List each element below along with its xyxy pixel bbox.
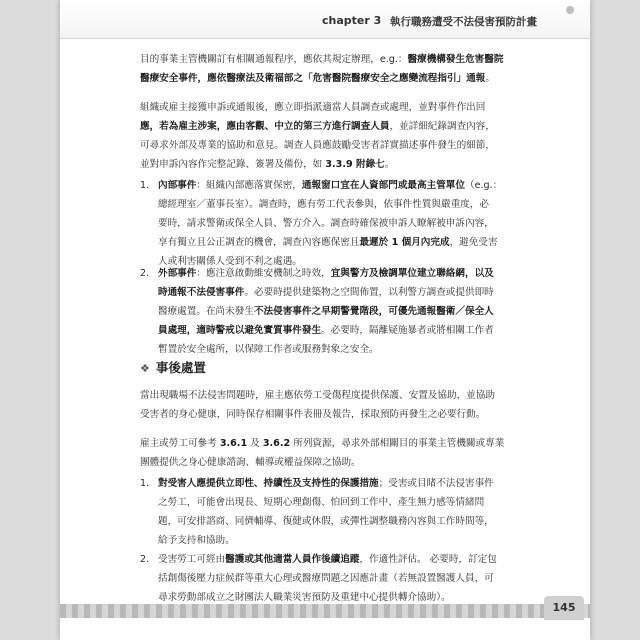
running-header <box>60 0 590 39</box>
list-item-line: 題，可安排諮商、同儕輔導、復健或休假，或彈性調整職務內容與工作時間等， <box>158 516 494 527</box>
paragraph-investigation-line2: 應，若為雇主涉案，應由客觀、中立的第三方進行調查人員，並詳細紀錄調查內容， <box>140 121 495 132</box>
list-item-line: 給予支持和協助。 <box>158 535 235 546</box>
list-number: 1. <box>140 180 150 191</box>
paragraph-resources-line2: 團體提供之身心健康諮詢、輔導或權益保障之協助。 <box>140 457 361 468</box>
paragraph-investigation-line4: 並對申訴內容作完整記錄、簽署及備份，如 3.3.9 附錄七。 <box>140 159 395 170</box>
list-item-line: 醫療處置。在尚未發生不法侵害事件之早期警覺階段，可優先通報醫衛／保全人 <box>158 306 494 317</box>
paragraph-notification-line2: 醫療安全事件，應依醫療法及衛福部之「危害醫院醫療安全之應變流程指引」通報。 <box>140 73 495 84</box>
list-item-line: 之勞工，可能會出現長、短期心理創傷、怕回到工作中、產生無力感等情緒問 <box>158 497 485 508</box>
paragraph-investigation: 組織或雇主接獲申訴或通報後，應立即指派適當人員調查或處理，並對事件作出回 <box>140 102 486 113</box>
footer-stripe <box>60 604 590 618</box>
paragraph-notification: 目的事業主管機關訂有相關通報程序，應依其規定辦理，e.g.：醫療機構發生危害醫院 <box>140 54 504 65</box>
paragraph-aftercare: 當出現職場不法侵害問題時，雇主應依勞工受傷程度提供保護、安置及協助，並協助 <box>140 390 495 401</box>
list-item-line: 受害勞工可經由醫護或其他適當人員作後續追蹤，作適性評估。 必要時，訂定包 <box>158 554 497 565</box>
list-item-line: 時通報不法侵害事件。必要時提供建築物之空間佈置，以利警方調查或提供即時 <box>158 287 494 298</box>
list-number: 1. <box>140 478 150 489</box>
paragraph-aftercare-line2: 受害者的身心健康，同時保存相關事件表冊及報告，採取預防再發生之必要行動。 <box>140 409 486 420</box>
list-item-line: 人或利害關係人受到不利之處遇。 <box>158 256 302 267</box>
chapter-label: chapter 3 <box>322 14 382 27</box>
pin-icon <box>566 6 574 14</box>
diamond-bullet-icon: ❖ <box>140 362 150 375</box>
list-item-line: 暫置於安全處所，以保障工作者或服務對象之安全。 <box>158 344 379 355</box>
list-item-line: 括創傷後壓力症候群等重大心理或醫療問題之因應計畫（若無設置醫護人員，可 <box>158 573 494 584</box>
list-item-line: 尋求勞動部成立之財團法人職業災害預防及重建中心提供轉介協助）。 <box>158 592 451 603</box>
paragraph-investigation-line3: 可尋求外部及專業的協助和意見。調查人員應鼓勵受害者詳實描述事件發生的細節， <box>140 140 495 151</box>
list-item-line: 對受害人應提供立即性、持續性及支持性的保護措施；受害或目睹不法侵害事件 <box>158 478 494 489</box>
list-item-line: 內部事件：組織內部應落實保密，通報窗口宜在人資部門或最高主管單位（e.g.： <box>158 180 503 191</box>
list-item-line: 享有獨立且公正調查的機會，調查內容應保密且最遲於 1 個月內完成，避免受害 <box>158 237 498 248</box>
book-page <box>60 0 590 640</box>
list-item-line: 總經理室／董事長室）。調查時，應有勞工代表參與，依事件性質與嚴重度，必 <box>158 199 489 210</box>
list-number: 2. <box>140 268 150 279</box>
page-number: 145 <box>544 596 584 620</box>
list-item-line: 外部事件：應注意啟動維安機制之時效，宜與警方及檢調單位建立聯絡網，以及 <box>158 268 494 279</box>
section-heading: ❖ 事後處置 <box>140 358 206 378</box>
list-item-line: 要時，請求警衛或保全人員、警方介入。調查時確保被申訴人瞭解被申訴內容， <box>158 218 494 229</box>
list-item-line: 員處理，適時警戒以避免實質事件發生。必要時，隔離疑施暴者或將相關工作者 <box>158 325 494 336</box>
list-number: 2. <box>140 554 150 565</box>
chapter-title: 執行職務遭受不法侵害預防計畫 <box>390 16 537 28</box>
paragraph-resources: 雇主或勞工可參考 3.6.1 及 3.6.2 所列資源，尋求外部相關目的事業主管機關或專業 <box>140 438 505 449</box>
